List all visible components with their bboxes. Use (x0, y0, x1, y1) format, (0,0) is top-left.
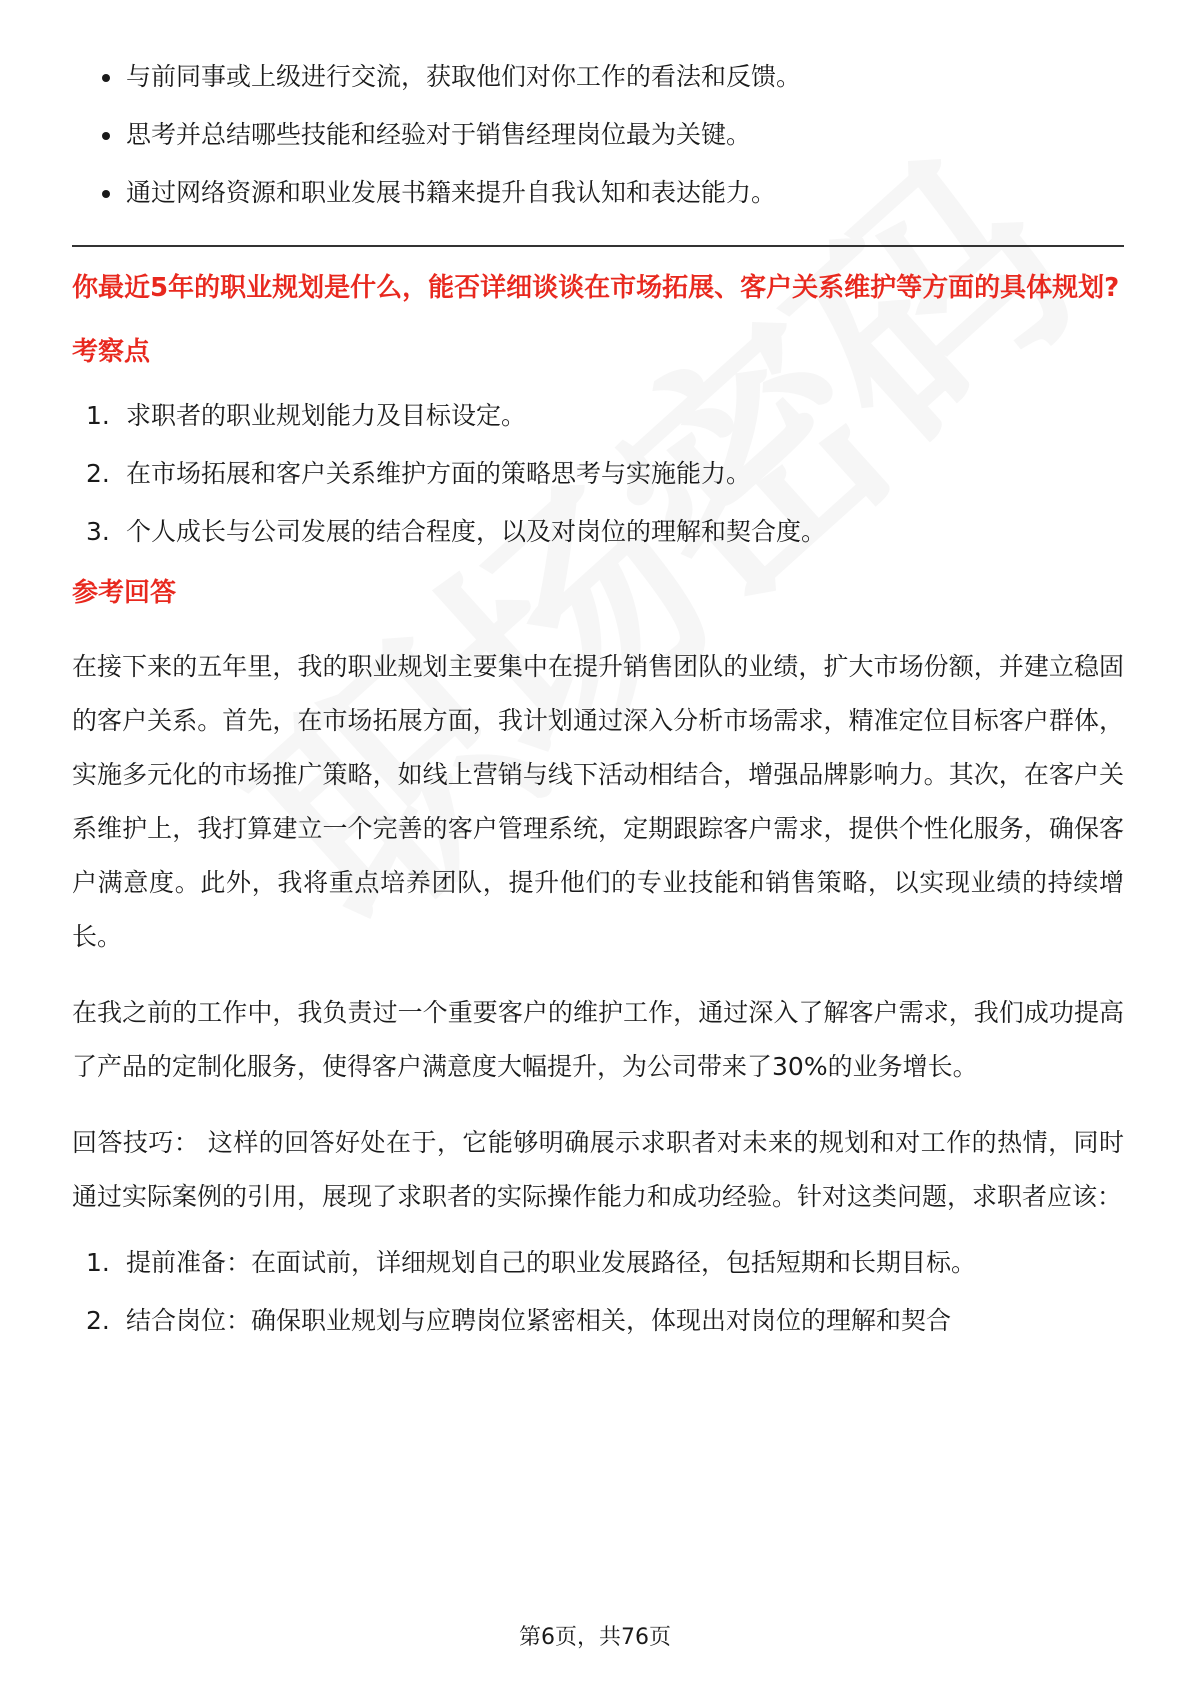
list-number: 3. (86, 517, 110, 546)
tips-paragraph: 回答技巧： 这样的回答好处在于，它能够明确展示求职者对未来的规划和对工作的热情，同时通过实际案例的引用，展现了求职者的实际操作能力和成功经验。针对这类问题，求职者应该： (72, 1128, 1124, 1211)
bullet-icon (102, 132, 110, 140)
answer-paragraph: 在接下来的五年里，我的职业规划主要集中在提升销售团队的业绩，扩大市场份额，并建立稳固的客户关系。首先，在市场拓展方面，我计划通过深入分析市场需求，精准定位目标客户群体，实施多元化的市场推广策略，如线上营销与线下活动相结合，增强品牌影响力。其次，在客户关系维护上，我打算建立一个完善的客户管理系统，定期跟踪客户需求，提供个性化服务，确保客户满意度。此外，我将重点培养团队，提升他们的专业技能和销售策略，以实现业绩的持续增长。 (72, 652, 1124, 951)
list-item (72, 457, 1124, 490)
list-number: 1. (86, 401, 110, 430)
list-item (72, 1304, 1124, 1337)
question-heading: 你最近5年的职业规划是什么，能否详细谈谈在市场拓展、客户关系维护等方面的具体规划? (72, 273, 1120, 303)
page-number: 第6页，共76页 (519, 1625, 671, 1650)
list-item (72, 515, 1124, 548)
bullet-icon (102, 190, 110, 198)
list-item-text: 结合岗位：确保职业规划与应聘岗位紧密相关，体现出对岗位的理解和契合 (126, 1306, 952, 1335)
tips-list (72, 1246, 1124, 1337)
answer-paragraph: 在我之前的工作中，我负责过一个重要客户的维护工作，通过深入了解客户需求，我们成功提高了产品的定制化服务，使得客户满意度大幅提升，为公司带来了30%的业务增长。 (72, 998, 1124, 1081)
list-item-text: 与前同事或上级进行交流，获取他们对你工作的看法和反馈。 (126, 62, 802, 91)
focus-list (72, 399, 1124, 548)
bullet-icon (102, 74, 110, 82)
intro-bullet-list (72, 60, 1124, 209)
list-number: 2. (86, 459, 110, 488)
list-item-text: 提前准备：在面试前，详细规划自己的职业发展路径，包括短期和长期目标。 (126, 1248, 977, 1277)
list-item-text: 求职者的职业规划能力及目标设定。 (126, 401, 527, 430)
list-item-text: 在市场拓展和客户关系维护方面的策略思考与实施能力。 (126, 459, 752, 488)
list-item (72, 118, 1124, 151)
answer-heading: 参考回答 (72, 578, 177, 608)
list-item (72, 176, 1124, 209)
list-item-text: 通过网络资源和职业发展书籍来提升自我认知和表达能力。 (126, 178, 777, 207)
focus-heading: 考察点 (72, 337, 151, 367)
list-number: 1. (86, 1248, 110, 1277)
list-item (72, 60, 1124, 93)
section-divider (72, 245, 1124, 247)
list-item (72, 399, 1124, 432)
list-number: 2. (86, 1306, 110, 1335)
list-item-text: 个人成长与公司发展的结合程度，以及对岗位的理解和契合度。 (126, 517, 827, 546)
document-page (72, 60, 1124, 1362)
list-item (72, 1246, 1124, 1279)
list-item-text: 思考并总结哪些技能和经验对于销售经理岗位最为关键。 (126, 120, 752, 149)
